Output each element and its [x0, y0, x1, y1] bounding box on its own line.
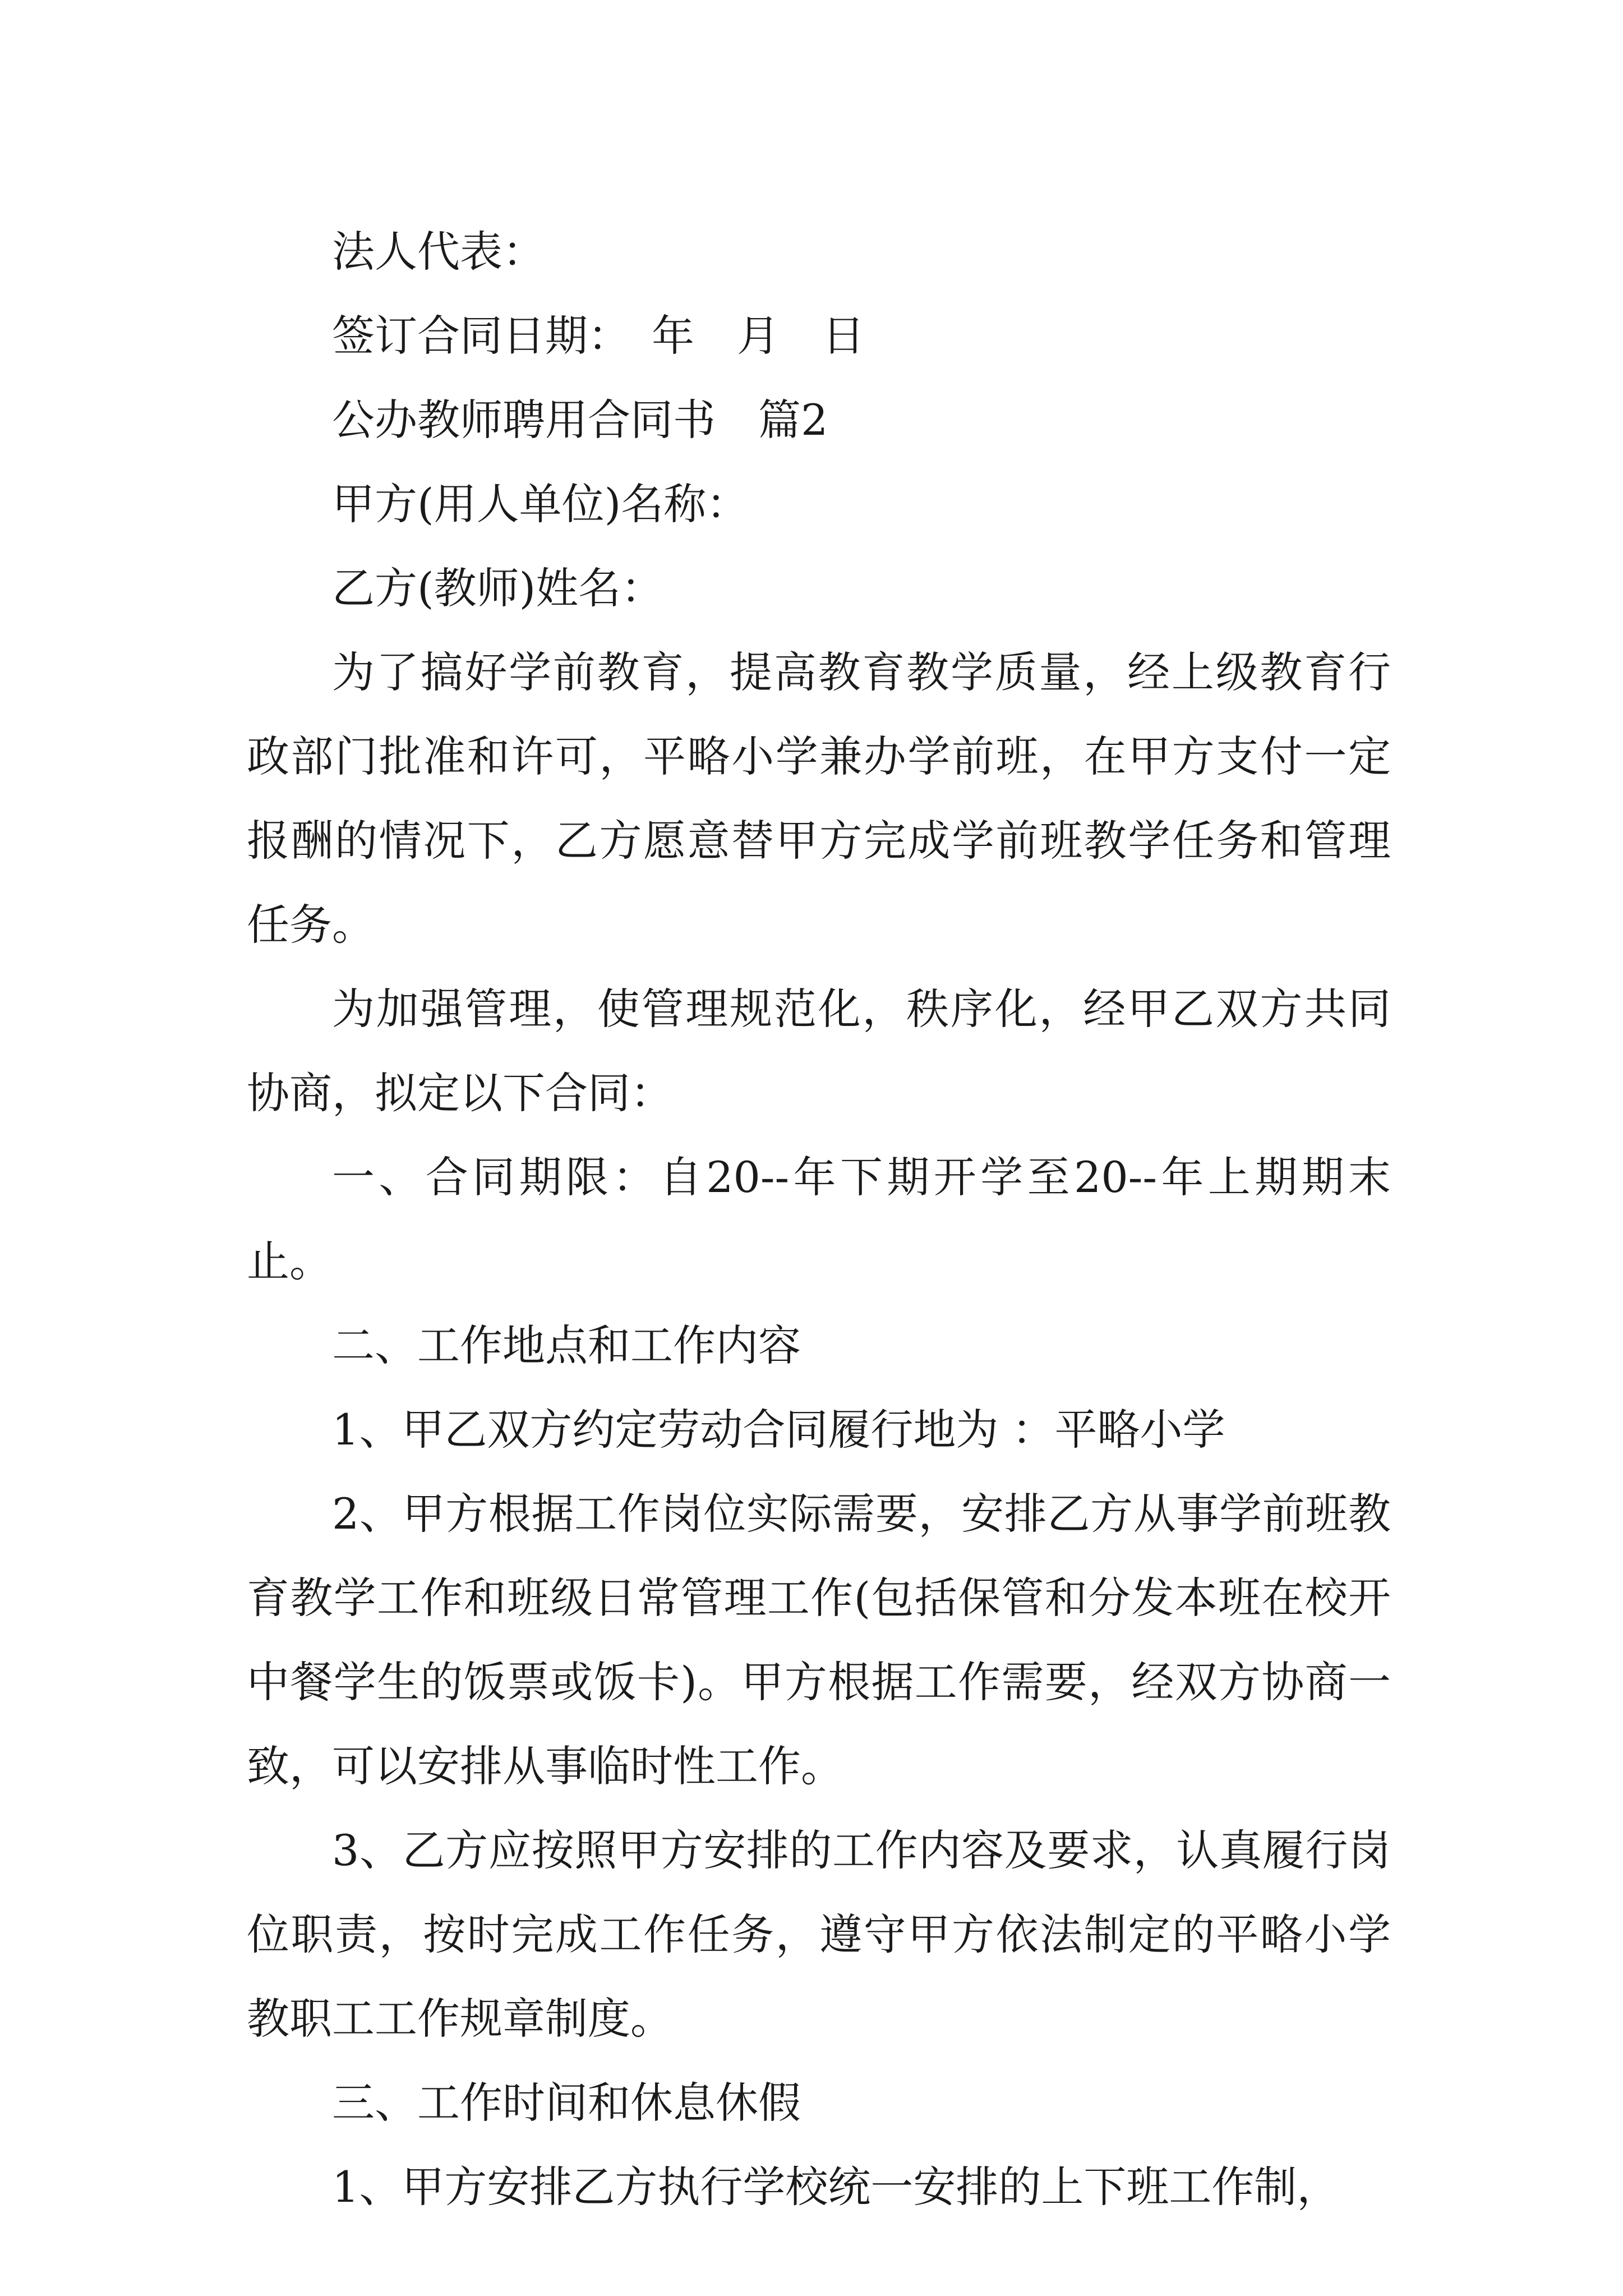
clause-working-hours: 1、甲方安排乙方执行学校统一安排的上下班工作制，	[332, 2162, 1340, 2212]
section-heading-work-location: 二、工作地点和工作内容	[332, 1320, 801, 1370]
clause-work-location: 1、甲乙双方约定劳动合同履行地为 ：平略小学	[332, 1405, 1225, 1455]
paragraph-contract-term: 一、合同期限：自20--年下期开学至20--年上期期末止。	[247, 1152, 1391, 1286]
clause-work-content: 2、甲方根据工作岗位实际需要，安排乙方从事学前班教育教学工作和班级日常管理工作(包括保管和分发本班在校开中餐学生的饭票或饭卡)。甲方根据工作需要，经双方协商一致，可以安排从事临时性工作。	[247, 1489, 1391, 1791]
contract-title: 公办教师聘用合同书 篇2	[332, 395, 828, 445]
paragraph-purpose: 为了搞好学前教育，提高教育教学质量，经上级教育行政部门批准和许可，平略小学兼办学前班，在甲方支付一定报酬的情况下，乙方愿意替甲方完成学前班教学任务和管理任务。	[247, 647, 1391, 950]
document-body	[247, 210, 1391, 2229]
legal-representative-line: 法人代表：	[332, 227, 545, 277]
signing-date-line: 签订合同日期： 年 月 日	[332, 311, 865, 361]
party-a-name-line: 甲方(用人单位)名称：	[332, 479, 749, 529]
section-heading-working-hours: 三、工作时间和休息休假	[332, 2078, 801, 2128]
paragraph-agreement-intro: 为加强管理，使管理规范化，秩序化，经甲乙双方共同协商，拟定以下合同：	[247, 984, 1391, 1118]
clause-duties: 3、乙方应按照甲方安排的工作内容及要求，认真履行岗位职责，按时完成工作任务，遵守甲方依法制定的平略小学教职工工作规章制度。	[247, 1825, 1391, 2044]
party-b-name-line: 乙方(教师)姓名：	[332, 563, 664, 613]
